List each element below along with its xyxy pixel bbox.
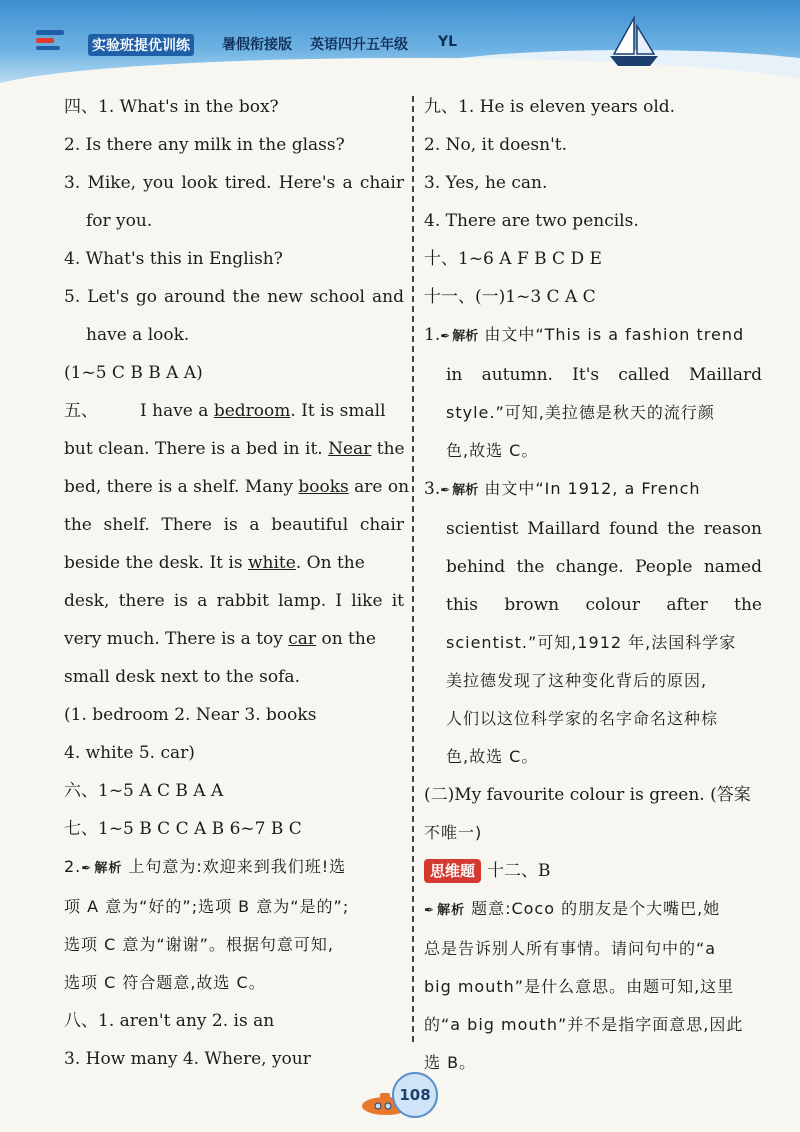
analysis-tag: ✒ 解析 <box>81 849 122 888</box>
explanation-line: 人们以这位科学家的名字命名这种棕 <box>446 709 719 728</box>
analysis-tag: ✒ 解析 <box>440 317 478 356</box>
explanation-line <box>424 470 762 510</box>
book-logo-icon <box>34 26 80 52</box>
answer-line: 4. What's this in English? <box>64 249 283 269</box>
answer-line: 七、1~5 B C C A B 6~7 B C <box>64 819 302 839</box>
explanation-line: 总是告诉别人所有事情。请问句中的“a <box>424 939 717 958</box>
answer-line: 2. Is there any milk in the glass? <box>64 135 345 155</box>
answer-line: 4. There are two pencils. <box>424 211 639 231</box>
explanation-line: 选项 C 意为“谢谢”。根据句意可知, <box>64 935 335 954</box>
subject-label: 英语四升五年级 <box>310 37 408 53</box>
answer-line: (1. bedroom 2. Near 3. books <box>64 705 317 725</box>
explanation-line <box>64 848 404 888</box>
answer-word: car <box>288 629 317 649</box>
answer-line: 3. Mike, you look tired. Here's a chair <box>64 173 404 193</box>
answer-line: have a look. <box>86 325 190 345</box>
answer-word: Near <box>328 439 372 459</box>
answer-line: 3. How many 4. Where, your <box>64 1049 311 1069</box>
version-label: YL <box>438 34 458 50</box>
left-column <box>64 88 410 1078</box>
explanation-line: this brown colour after the <box>446 595 762 615</box>
explanation-line: 选项 C 符合题意,故选 C。 <box>64 973 266 992</box>
passage-line <box>64 620 404 658</box>
column-divider <box>412 96 414 1042</box>
passage-text: . On the <box>295 553 365 573</box>
explanation-text: 由文中“In 1912, a French <box>484 479 701 498</box>
explanation-line: big mouth”是什么意思。由题可知,这里 <box>424 977 735 996</box>
passage-line: desk, there is a rabbit lamp. I like it <box>64 591 404 611</box>
answer-line: 5. Let's go around the new school and <box>64 287 404 307</box>
explanation-line: 色,故选 C。 <box>446 747 539 766</box>
passage-text: I have a <box>140 401 214 421</box>
answer-line: 4. white 5. car) <box>64 743 195 763</box>
passage-text: beside the desk. It is <box>64 553 248 573</box>
explanation-line: style.”可知,美拉德是秋天的流行颜 <box>446 403 715 422</box>
answer-line: 八、1. aren't any 2. is an <box>64 1011 275 1031</box>
question-number: 1. <box>424 325 441 345</box>
section-number: 五、 <box>64 401 98 421</box>
passage-text: on the <box>316 629 376 649</box>
edition-label: 暑假衔接版 <box>222 37 292 53</box>
passage-line <box>64 544 404 582</box>
explanation-line: 色,故选 C。 <box>446 441 539 460</box>
passage-line: the shelf. There is a beautiful chair <box>64 515 404 535</box>
passage-text: are on <box>348 477 410 497</box>
explanation-text: 题意:Coco 的朋友是个大嘴巴,她 <box>471 899 721 918</box>
passage-line: small desk next to the sofa. <box>64 667 300 687</box>
explanation-line: 的“a big mouth”并不是指字面意思,因此 <box>424 1015 744 1034</box>
brand-title: 实验班提优训练 <box>88 34 194 56</box>
sailboat-icon <box>604 14 664 70</box>
answer-line: 不唯一) <box>424 823 483 842</box>
answer-word: white <box>248 553 296 573</box>
answer-word: bedroom <box>213 401 291 421</box>
explanation-line: 项 A 意为“好的”;选项 B 意为“是的”; <box>64 897 350 916</box>
passage-line <box>64 468 410 506</box>
answer-line: for you. <box>86 211 153 231</box>
question-number: 3. <box>424 479 441 499</box>
analysis-tag: ✒ 解析 <box>440 471 478 510</box>
page-number: 108 <box>392 1072 438 1118</box>
explanation-line: scientist Maillard found the reason <box>446 519 762 539</box>
explanation-text: 上句意为:欢迎来到我们班!选 <box>128 857 347 876</box>
passage-text: bed, there is a shelf. Many <box>64 477 299 497</box>
explanation-line: 美拉德发现了这种变化背后的原因, <box>446 671 708 690</box>
explanation-line: behind the change. People named <box>446 557 762 577</box>
passage-text: very much. There is a toy <box>64 629 289 649</box>
right-column <box>424 88 762 1082</box>
analysis-tag: ✒ 解析 <box>424 891 465 930</box>
passage-text: . It is small <box>290 401 386 421</box>
explanation-line <box>424 890 762 930</box>
thinking-question-badge: 思维题 <box>424 859 481 883</box>
page-header <box>0 0 800 92</box>
answer-text: 十二、B <box>487 861 551 881</box>
answer-line: 十、1~6 A F B C D E <box>424 249 602 269</box>
answer-line: 十一、(一)1~3 C A C <box>424 287 596 307</box>
answer-word: books <box>298 477 349 497</box>
passage-text: the <box>371 439 405 459</box>
answer-line: 四、1. What's in the box? <box>64 97 279 117</box>
answer-line: 九、1. He is eleven years old. <box>424 97 676 117</box>
explanation-line: 选 B。 <box>424 1053 477 1072</box>
explanation-text: 由文中“This is a fashion trend <box>484 325 745 344</box>
question-number: 2. <box>64 857 82 876</box>
passage-line <box>64 392 404 430</box>
answer-line: 2. No, it doesn't. <box>424 135 567 155</box>
passage-line <box>64 430 404 468</box>
answer-line: 3. Yes, he can. <box>424 173 548 193</box>
explanation-line: scientist.”可知,1912 年,法国科学家 <box>446 633 737 652</box>
passage-text: but clean. There is a bed in it. <box>64 439 329 459</box>
explanation-line <box>424 316 762 356</box>
answer-line: (1~5 C B B A A) <box>64 363 203 383</box>
answer-line: 六、1~5 A C B A A <box>64 781 224 801</box>
thinking-question-line <box>424 852 762 890</box>
explanation-line: in autumn. It's called Maillard <box>446 365 762 385</box>
answer-line: (二)My favourite colour is green. (答案 <box>424 785 751 805</box>
